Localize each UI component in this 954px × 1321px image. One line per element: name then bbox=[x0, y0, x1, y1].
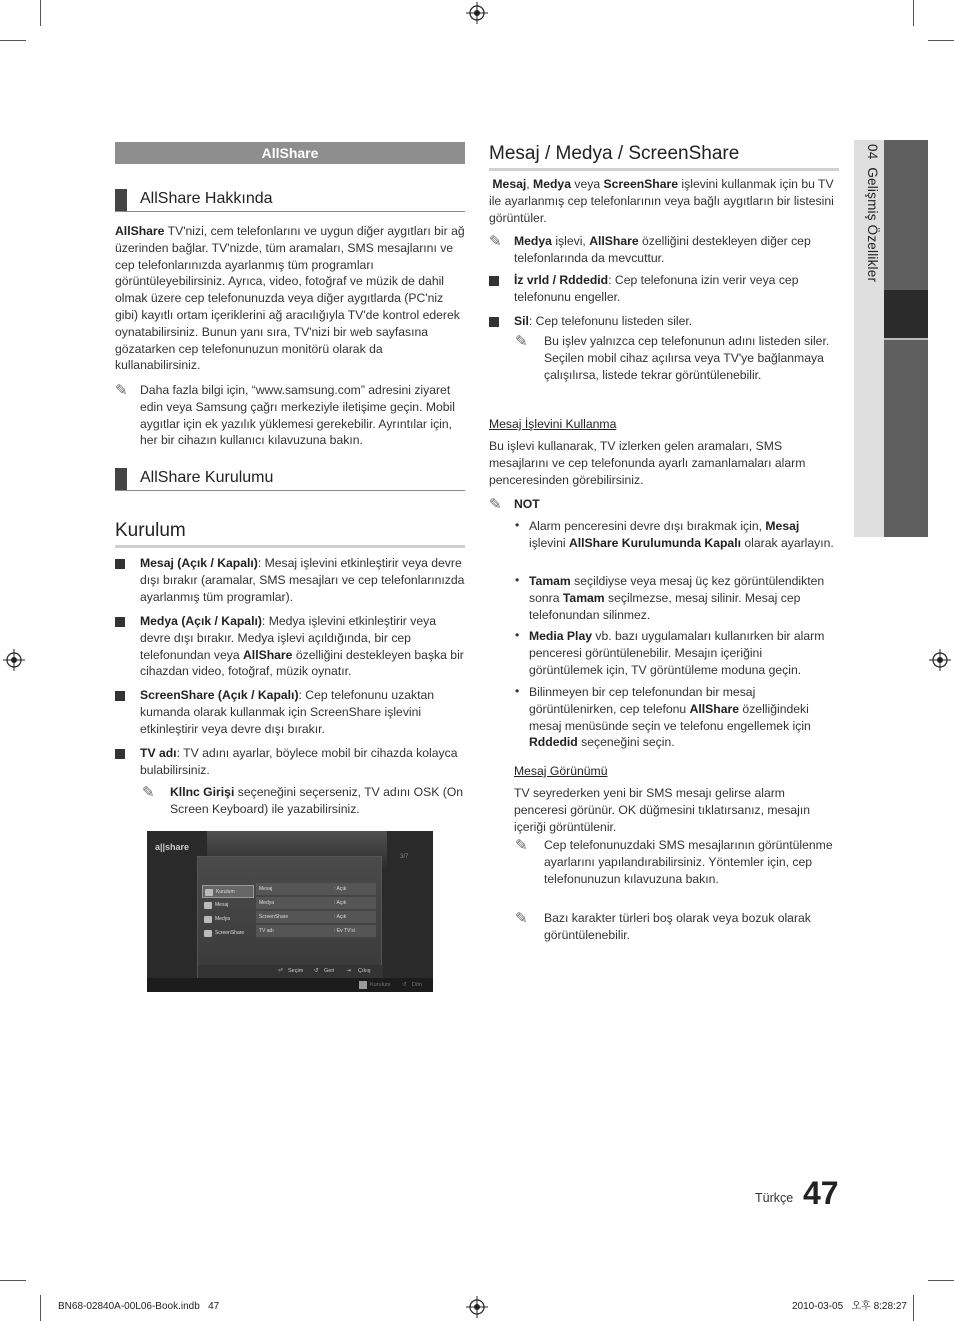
bullet-square bbox=[115, 749, 125, 759]
bullet-dot: • bbox=[515, 573, 520, 587]
screenshare-icon bbox=[204, 930, 212, 937]
bullet-square bbox=[115, 691, 125, 701]
intro-bold: ScreenShare bbox=[603, 177, 679, 191]
bullet-text: işlevini bbox=[529, 535, 569, 550]
note-pencil-icon: ✎ bbox=[515, 333, 528, 350]
about-bold: AllShare bbox=[115, 224, 165, 238]
bullet-text: olarak ayarlayın. bbox=[740, 535, 834, 550]
bullet-bold: Rddedid bbox=[529, 735, 578, 750]
tv-menu-screenshot bbox=[147, 831, 433, 992]
item-permit-block bbox=[514, 272, 839, 306]
note-pencil-icon: ✎ bbox=[515, 837, 528, 854]
note-bold: AllShare bbox=[589, 234, 639, 248]
item-text: : TV adını ayarlar, böylece mobil bir cihazda kolayca bulabilirsiniz. bbox=[140, 746, 458, 777]
intro-text: işlevini kullanmak için bu TV ile ayarlanmış cep telefonlarının veya bağlı aygıtların bir listesini görüntüler. bbox=[489, 177, 834, 225]
item-text: : Medya işlevini etkinleştirir veya devre dışı bırakır. Medya işlevi açıldığında, bir cep telefonundan veya bbox=[140, 614, 436, 662]
note-pencil-icon: ✎ bbox=[489, 496, 502, 513]
registration-mark-icon bbox=[929, 649, 951, 671]
enter-icon: ⏎ bbox=[278, 968, 283, 974]
footer-file: BN68-02840A-00L06-Book.indb 47 bbox=[58, 1301, 220, 1312]
item-text: : Cep telefonunu uzaktan kumanda olarak kullanmak için ScreenShare işlevini etkinleştirir veya devre dışı bırakır. bbox=[140, 688, 435, 736]
settings-list bbox=[256, 883, 376, 939]
subheading-mesaj-kullanma: Mesaj İşlevini Kullanma bbox=[489, 417, 617, 431]
bottom-label: Dön bbox=[412, 982, 423, 988]
row-label: Mesaj bbox=[259, 886, 273, 892]
not-bullet-3 bbox=[529, 628, 839, 678]
crop-mark bbox=[0, 1280, 26, 1281]
chapter-tab-label bbox=[860, 144, 880, 444]
select-label: Seçim bbox=[288, 968, 304, 974]
registration-mark-icon bbox=[3, 649, 25, 671]
item-text: : Cep telefonunu listeden siler. bbox=[528, 314, 693, 328]
about-paragraph bbox=[115, 223, 465, 374]
kurulum-note bbox=[170, 784, 465, 818]
menu-label: ScreenShare bbox=[215, 930, 245, 936]
exit-icon: ⇥ bbox=[346, 968, 351, 974]
bullet-bold: Tamam bbox=[529, 574, 571, 588]
not-bullet-1 bbox=[529, 518, 839, 552]
row-value: : Ev TV'si bbox=[334, 928, 355, 934]
bullet-bold: Tamam bbox=[562, 590, 605, 605]
menu-item-mesaj[interactable] bbox=[202, 899, 254, 912]
media-icon bbox=[204, 916, 212, 923]
item-bold: ScreenShare (Açık / Kapalı) bbox=[140, 688, 299, 702]
bullet-text: vb. bazı uygulamaları kullanırken bir alarm penceresi görüntülenebilir. Mesajın içeriğini görüntülemek için, TV görüntüleme moduna geçin. bbox=[529, 629, 825, 677]
exit-label: Çıkış bbox=[358, 968, 371, 974]
chapter-tab-marker bbox=[884, 290, 928, 338]
note-pencil-icon: ✎ bbox=[515, 910, 528, 927]
menu-label: Kurulum bbox=[216, 889, 235, 895]
section-bar-allshare: AllShare bbox=[115, 142, 465, 164]
row-label: Medya bbox=[259, 900, 275, 906]
settings-row[interactable] bbox=[256, 925, 376, 938]
gear-icon bbox=[205, 889, 213, 896]
menu-item-medya[interactable] bbox=[202, 913, 254, 926]
crop-mark bbox=[40, 0, 41, 26]
bullet-dot: • bbox=[515, 518, 520, 532]
note-sms-settings: Cep telefonunuzdaki SMS mesajlarının görüntülenme ayarlarını yapılandırabilirsiniz. Yöntemler için, cep telefonunuzun kılavuzuna bakın. bbox=[544, 838, 833, 886]
subheading-allshare-setup: AllShare Kurulumu bbox=[115, 467, 465, 491]
return-icon: ↺ bbox=[402, 982, 407, 988]
registration-mark-icon bbox=[466, 1296, 488, 1318]
item-text: özelliğini destekleyen başka bir cihazdan video, fotoğraf, müzik oynatır. bbox=[140, 647, 464, 679]
kurulum-item-screenshare bbox=[140, 687, 465, 737]
screen-bottom-bar bbox=[147, 978, 433, 992]
bullet-text: seçilmezse, mesaj silinir. Mesaj cep telefonundan silinmez. bbox=[529, 590, 801, 622]
intro-paragraph bbox=[489, 176, 839, 226]
item-bold: İz vrld / Rddedid bbox=[514, 273, 609, 287]
chapter-tab-divider bbox=[884, 338, 928, 340]
item-bold: Sil bbox=[514, 314, 529, 328]
bullet-text: Bilinmeyen bir cep telefonundan bir mesaj görüntülenirken, cep telefonu bbox=[529, 685, 756, 716]
item-bold: AllShare bbox=[243, 647, 293, 662]
allshare-logo: a||share bbox=[155, 842, 190, 852]
menu-item-kurulum[interactable] bbox=[202, 885, 254, 898]
note-delete: Bu işlev yalnızca cep telefonunun adını listeden siler. Seçilen mobil cihaz açılırsa veya TV'ye bağlanmaya çalışılırsa, listede tekrar görüntülenebilir. bbox=[544, 334, 830, 382]
note-pencil-icon: ✎ bbox=[142, 784, 155, 801]
back-label: Geri bbox=[324, 968, 335, 974]
bullet-square bbox=[489, 276, 499, 286]
bottom-label: Kurulum bbox=[370, 982, 391, 988]
settings-row[interactable] bbox=[256, 883, 376, 896]
item-bold: Medya (Açık / Kapalı) bbox=[140, 614, 262, 628]
note-pencil-icon: ✎ bbox=[489, 233, 502, 250]
item-bold: Mesaj (Açık / Kapalı) bbox=[140, 556, 258, 570]
row-value: : Açık bbox=[334, 886, 347, 892]
menu-label: Medya bbox=[215, 916, 231, 922]
item-delete bbox=[514, 313, 839, 330]
about-text: TV'nizi, cem telefonlarını ve uygun diğer aygıtları bir ağ üzerinden bağlar. TV'nizde, tüm aramaları, SMS mesajlarını ve cep telefonlarınızda ayarlanmış tüm programları görüntüleyebilirsiniz. Ayrıca, video, fotoğraf ve müzik de dahil olmak üzere cep telefonunuzda veya diğer aygıtlarda (PC'niz gibi) kayıtlı ortam içeriklerini ağ aracılığıyla TV'de kontrol ederek oynatabilirsiniz. Bunun yanı sıra, TV'nizi bir web sayfasına gözatarken cep telefonunuzun monitörü olarak da kullanabilirsiniz. bbox=[115, 224, 465, 373]
message-icon bbox=[204, 902, 212, 909]
note-characters: Bazı karakter türleri boş olarak veya bozuk olarak görüntülenebilir. bbox=[544, 911, 811, 942]
section-heading-kurulum: Kurulum bbox=[115, 519, 465, 548]
crop-mark bbox=[913, 1295, 914, 1321]
menu-item-screenshare[interactable] bbox=[202, 927, 254, 940]
kurulum-item-tvname bbox=[140, 745, 465, 779]
bullet-dot: • bbox=[515, 684, 520, 698]
not-label: NOT bbox=[514, 497, 540, 511]
view-paragraph: TV seyrederken yeni bir SMS mesajı gelirse alarm penceresi görünür. OK düğmesini tıklatırsanız, mesajın içeriği görüntülenir. bbox=[514, 786, 811, 834]
bullet-square bbox=[489, 317, 499, 327]
row-value: : Açık bbox=[334, 900, 347, 906]
crop-mark bbox=[928, 1280, 954, 1281]
bullet-bold: AllShare bbox=[689, 701, 740, 716]
note-text: seçeneğini seçerseniz, TV adını OSK (On Screen Keyboard) ile yazabilirsiniz. bbox=[170, 785, 464, 816]
subheading-allshare-about: AllShare Hakkında bbox=[115, 188, 465, 212]
bullet-text: özelliğindeki mesaj menüsünde seçin ve telefonu engellemek için bbox=[529, 701, 811, 733]
crop-mark bbox=[928, 40, 954, 41]
intro-text: , bbox=[526, 177, 534, 191]
note-bold: Medya bbox=[514, 234, 552, 248]
bullet-bold: AllShare Kurulumunda Kapalı bbox=[568, 535, 741, 550]
back-icon: ↺ bbox=[314, 968, 319, 974]
registration-mark-icon bbox=[466, 2, 488, 24]
page-number: 47 bbox=[803, 1175, 839, 1211]
note-pencil-icon: ✎ bbox=[115, 382, 128, 399]
chapter-number: 04 bbox=[865, 144, 880, 160]
panel-bottom-bar bbox=[198, 965, 383, 978]
bullet-square bbox=[115, 617, 125, 627]
footer-date: 2010-03-05 오후 8:28:27 bbox=[792, 1301, 907, 1312]
a-button-icon bbox=[359, 981, 367, 989]
item-bold: TV adı bbox=[140, 746, 177, 760]
section-heading-mesaj-medya: Mesaj / Medya / ScreenShare bbox=[489, 142, 839, 171]
note-text: işlevi, bbox=[551, 234, 590, 248]
settings-row[interactable] bbox=[256, 897, 376, 910]
row-label: ScreenShare bbox=[259, 914, 289, 920]
row-label: TV adı bbox=[259, 928, 274, 934]
note-text: özelliğini destekleyen diğer cep telefonlarında da mevcuttur. bbox=[514, 234, 811, 265]
not-bullet-4 bbox=[529, 684, 839, 751]
crop-mark bbox=[40, 1295, 41, 1321]
bullet-text: Alarm penceresini devre dışı bırakmak için, bbox=[529, 519, 766, 533]
intro-text: veya bbox=[570, 177, 604, 191]
subheading-mesaj-gorunumu: Mesaj Görünümü bbox=[514, 764, 608, 778]
bullet-text: seçildiyse veya mesaj üç kez görüntülendikten sonra bbox=[529, 574, 825, 605]
bullet-bold: Mesaj bbox=[765, 519, 800, 533]
about-note: Daha fazla bilgi için, “www.samsung.com” adresini ziyaret edin veya Samsung çağrı merkeziyle iletişime geçin. Mobil aygıtlar için ek yazılık yüklemesi gerekebilir. Ayrıntılar için, her bir cihazın kullanıcı kılavuzuna bakın. bbox=[140, 383, 455, 448]
bullet-dot: • bbox=[515, 628, 520, 642]
page-indicator: 3/7 bbox=[400, 854, 409, 860]
note-bold: Kllnc Girişi bbox=[170, 785, 235, 799]
item-text: : Mesaj işlevini etkinleştirir veya devre dışı bırakır (aramalar, SMS mesajları ve cep telefonlarınızda ayarlanmış tüm programlar). bbox=[140, 556, 465, 604]
intro-bold: Mesaj bbox=[492, 177, 527, 191]
not-bullet-2 bbox=[529, 573, 839, 623]
crop-mark bbox=[0, 40, 26, 41]
bullet-text: seçeneğini seçin. bbox=[577, 735, 675, 750]
item-text: : Cep telefonuna izin verir veya cep telefonunu engeller. bbox=[514, 273, 799, 304]
settings-panel bbox=[197, 856, 382, 978]
settings-row[interactable] bbox=[256, 911, 376, 924]
bullet-bold: Media Play bbox=[529, 629, 592, 643]
page-language: Türkçe bbox=[755, 1191, 794, 1205]
kurulum-item-mesaj bbox=[140, 555, 465, 605]
intro-bold: Medya bbox=[533, 177, 571, 191]
bullet-square bbox=[115, 559, 125, 569]
row-value: : Açık bbox=[334, 914, 347, 920]
note-medya bbox=[514, 233, 839, 267]
use-paragraph: Bu işlevi kullanarak, TV izlerken gelen aramaları, SMS mesajlarını ve cep telefonunda ayarlı zamanlamaları alarm penceresinden görebilirsiniz. bbox=[489, 439, 806, 487]
kurulum-item-medya bbox=[140, 613, 465, 680]
chapter-title: Gelişmiş Özellikler bbox=[865, 167, 880, 283]
menu-label: Mesaj bbox=[215, 902, 229, 908]
crop-mark bbox=[913, 0, 914, 26]
